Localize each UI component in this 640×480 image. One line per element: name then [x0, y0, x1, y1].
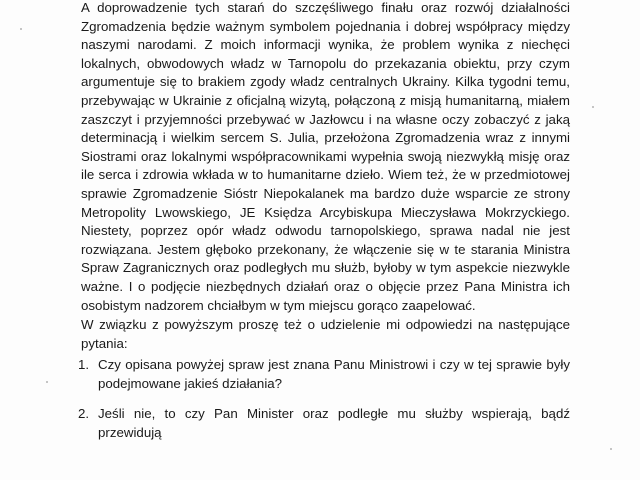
question-number: 1. [78, 357, 90, 373]
questions-intro: W związku z powyższym proszę też o udzielenie mi odpowiedzi na następujące pytania: [81, 317, 570, 351]
scan-speck [592, 106, 594, 108]
question-text: Czy opisana powyżej spraw jest znana Panu Ministrowi i czy w tej sprawie były podejmowane jakieś działania? [98, 357, 570, 391]
question-item-1 [78, 356, 570, 393]
letter-body [78, 0, 570, 443]
question-number: 2. [78, 406, 90, 422]
question-text: Jeśli nie, to czy Pan Minister oraz podległe mu służby wspierają, bądź przewidują [98, 406, 570, 441]
scan-speck [46, 381, 48, 383]
question-item-2 [78, 405, 570, 442]
scan-speck [20, 28, 22, 30]
main-paragraph: A doprowadzenie tych starań do szczęśliwego finału oraz rozwój działalności Zgromadzenia będzie ważnym symbolem pojednania i dobrej współpracy między naszymi narodami. Z moich informacji wynika, że problem wynika z niechęci lokalnych, obwodowych władz w Tarnopolu do przekazania obiektu, przy czym argumentuje się to brakiem zgody władz centralnych Ukrainy. Kilka tygodni temu, przebywając w Ukrainie z oficjalną wizytą, połączoną z misją humanitarną, miałem zaszczyt i przyjemności przebywać w Jazłowcu i na własne oczy zobaczyć z jaką determinacją i wielkim sercem S. Julia, przełożona Zgromadzenia wraz z innymi Siostrami oraz lokalnymi współpracownikami wypełnia swoją niezwykłą misję oraz ile serca i zdrowia wkłada w to humanitarne dzieło. Wiem też, że w przedmiotowej sprawie Zgromadzenie Sióstr Niepokalanek ma bardzo duże wsparcie ze strony Metropolity Lwowskiego, JE Księdza Arcybiskupa Mieczysława Mokrzyckiego. Niestety, poprzez opór władz odwodu tarnopolskiego, sprawa nadal nie jest rozwiązana. Jestem głęboko przekonany, że włączenie się w te starania Ministra Spraw Zagranicznych oraz podległych mu służb, byłoby w tym aspekcie niezwykle ważne. I o podjęcie niezbędnych działań oraz o objęcie przez Pana Ministra ich osobistym nadzorem chciałbym w tym miejscu gorąco zaapelować. [81, 0, 570, 313]
scan-speck [610, 448, 612, 450]
